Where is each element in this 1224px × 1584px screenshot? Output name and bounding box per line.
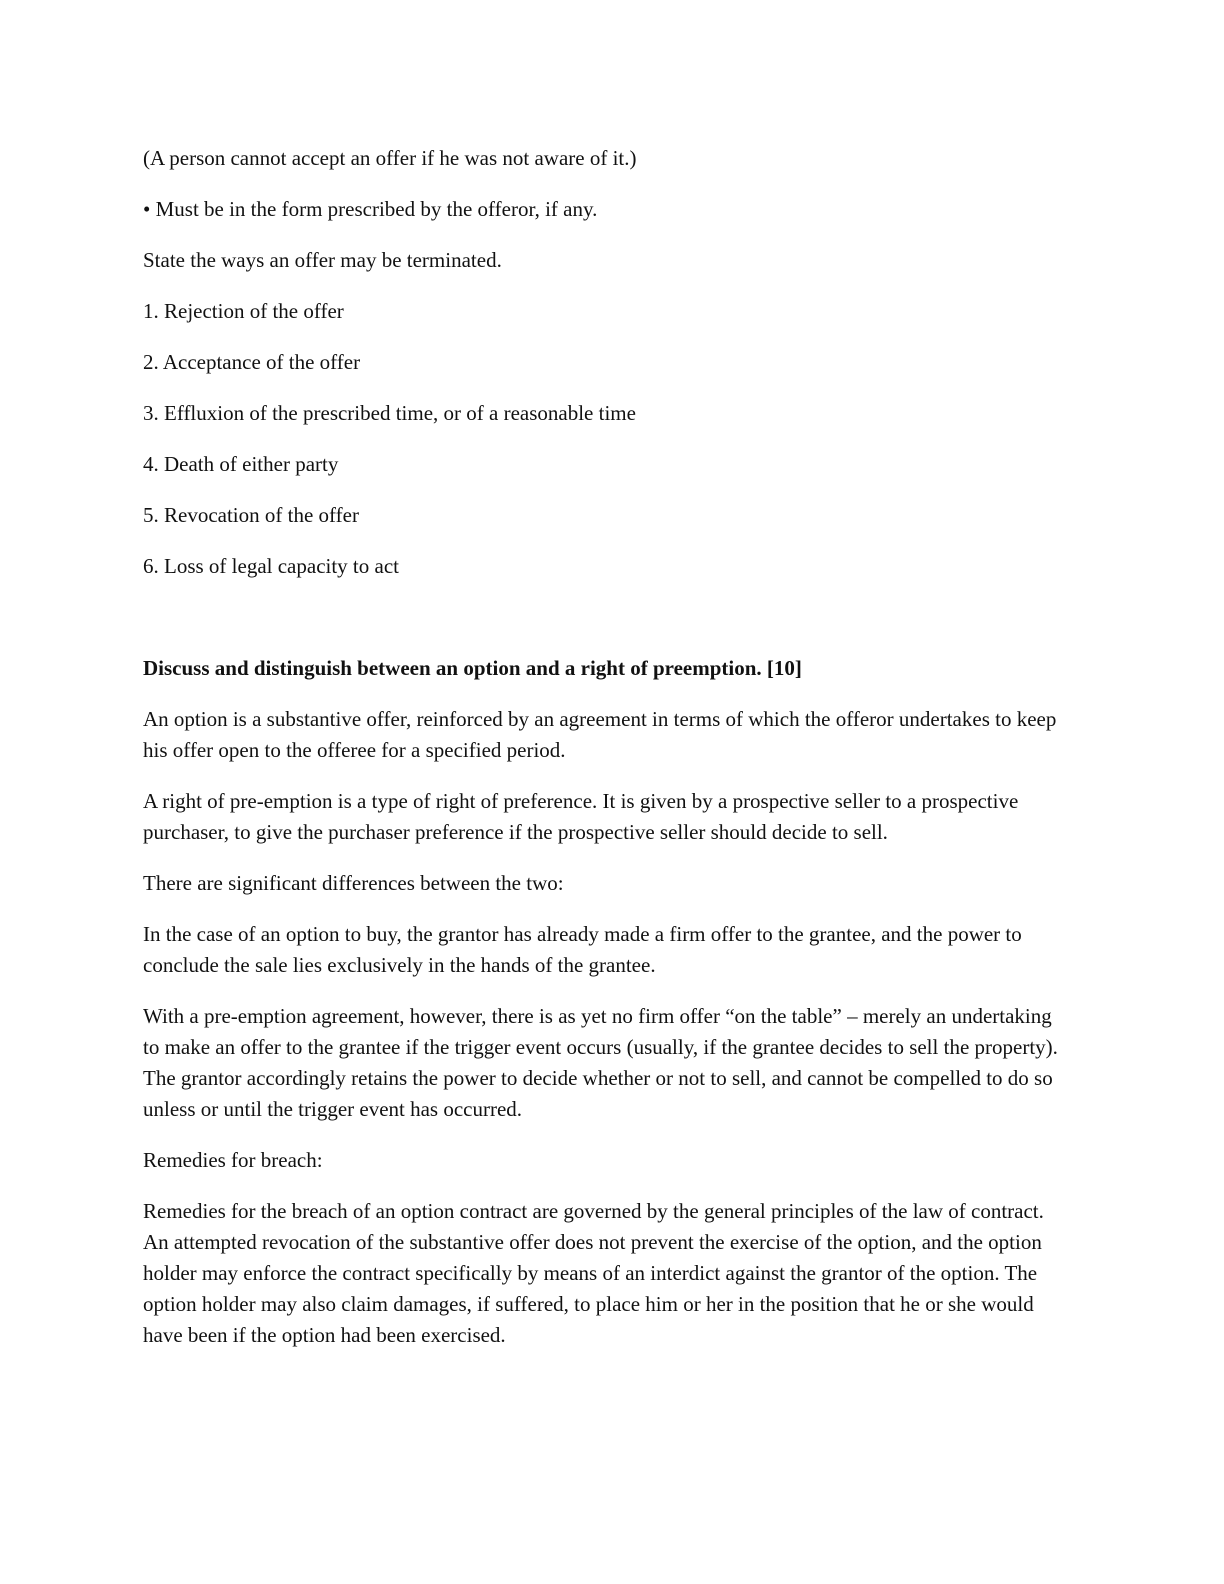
question-heading: [143, 653, 1073, 684]
list-item: 5. Revocation of the offer: [143, 503, 359, 527]
bullet-line: • Must be in the form prescribed by the offeror, if any.: [143, 197, 598, 221]
list-item: 2. Acceptance of the offer: [143, 350, 361, 374]
note-line: (A person cannot accept an offer if he was not aware of it.): [143, 146, 637, 170]
question-marks: [10]: [766, 656, 802, 680]
paragraph-preemption: A right of pre-emption is a type of right of preference. It is given by a prospective seller to a prospective purchaser, to give the purchaser preference if the prospective seller should decide to sell.: [143, 789, 1019, 844]
paragraph-remedies: Remedies for the breach of an option contract are governed by the general principles of the law of contract. An attempted revocation of the substantive offer does not prevent the exercise of the option, and the option holder may enforce the contract specifically by means of an interdict against the grantor of the option. The option holder may also claim damages, if suffered, to place him or her in the position that he or she would have been if the option had been exercised.: [143, 1199, 1044, 1347]
termination-list: [143, 296, 1073, 582]
paragraph-option-to-buy: In the case of an option to buy, the grantor has already made a firm offer to the grantee, and the power to conclude the sale lies exclusively in the hands of the grantee.: [143, 922, 1022, 977]
termination-prompt: State the ways an offer may be terminated.: [143, 248, 502, 272]
list-item: 3. Effluxion of the prescribed time, or of a reasonable time: [143, 401, 636, 425]
paragraph-option: An option is a substantive offer, reinforced by an agreement in terms of which the offeror undertakes to keep his offer open to the offeree for a specified period.: [143, 707, 1057, 762]
list-item: 4. Death of either party: [143, 452, 339, 476]
list-item: 1. Rejection of the offer: [143, 299, 344, 323]
list-item: 6. Loss of legal capacity to act: [143, 554, 399, 578]
paragraph-differences-intro: There are significant differences between the two:: [143, 871, 564, 895]
paragraph-remedies-heading: Remedies for breach:: [143, 1148, 323, 1172]
document-page: [143, 143, 1073, 1351]
paragraph-preemption-agreement: With a pre-emption agreement, however, there is as yet no firm offer “on the table” – merely an undertaking to make an offer to the grantee if the trigger event occurs (usually, if the grantee decides to sell the property). The grantor accordingly retains the power to decide whether or not to sell, and cannot be compelled to do so unless or until the trigger event has occurred.: [143, 1004, 1058, 1121]
question-text: Discuss and distinguish between an option and a right of preemption.: [143, 656, 762, 680]
